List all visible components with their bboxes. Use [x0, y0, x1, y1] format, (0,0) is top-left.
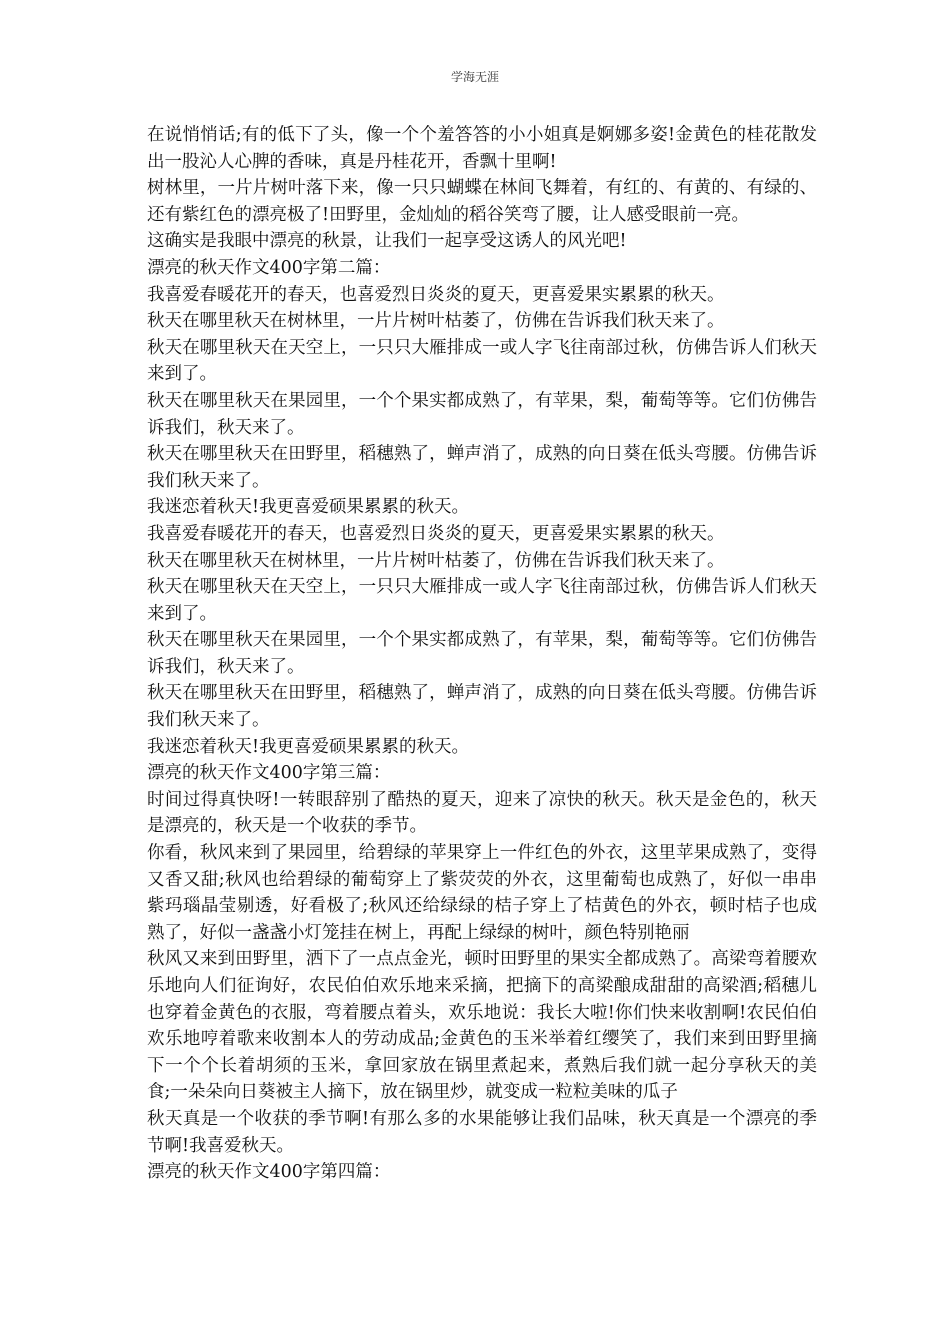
section-heading: 漂亮的秋天作文400字第四篇：	[147, 1162, 391, 1183]
paragraph: 秋天真是一个收获的季节啊!有那么多的水果能够让我们品味，秋天真是一个漂亮的季节啊!我喜爱秋天。	[147, 1108, 817, 1156]
paragraph: 我喜爱春暖花开的春天，也喜爱烈日炎炎的夏天，更喜爱果实累累的秋天。	[147, 284, 725, 305]
paragraph: 我迷恋着秋天!我更喜爱硕果累累的秋天。	[147, 497, 470, 518]
paragraph: 秋天在哪里秋天在树林里，一片片树叶枯萎了，仿佛在告诉我们秋天来了。	[147, 550, 725, 571]
paragraph: 这确实是我眼中漂亮的秋景，让我们一起享受这诱人的风光吧!	[147, 231, 627, 252]
paragraph: 秋天在哪里秋天在天空上，一只只大雁排成一或人字飞往南部过秋，仿佛告诉人们秋天来到了。	[147, 337, 817, 385]
paragraph: 秋天在哪里秋天在天空上，一只只大雁排成一或人字飞往南部过秋，仿佛告诉人们秋天来到了。	[147, 577, 817, 624]
paragraph: 秋天在哪里秋天在果园里，一个个果实都成熟了，有苹果，梨，葡萄等等。它们仿佛告诉我们，秋天来了。	[147, 630, 817, 677]
paragraph: 你看，秋风来到了果园里，给碧绿的苹果穿上一件红色的外衣，这里苹果成熟了，变得又香又甜;秋风也给碧绿的葡萄穿上了紫荧荧的外衣，这里葡萄也成熟了，好似一串串紫玛瑙晶莹剔透，好看极了;秋风还给绿绿的桔子穿上了桔黄色的外衣，顿时桔子也成熟了，好似一盏盏小灯笼挂在树上，再配上绿绿的树叶，颜色特别艳丽	[147, 843, 817, 943]
paragraph: 我迷恋着秋天!我更喜爱硕果累累的秋天。	[147, 736, 470, 757]
paragraph: 树林里，一片片树叶落下来，像一只只蝴蝶在林间飞舞着，有红的、有黄的、有绿的、还有紫红色的漂亮极了!田野里，金灿灿的稻谷笑弯了腰，让人感受眼前一亮。	[147, 178, 817, 225]
section-heading: 漂亮的秋天作文400字第二篇：	[147, 257, 391, 278]
paragraph: 我喜爱春暖花开的春天，也喜爱烈日炎炎的夏天，更喜爱果实累累的秋天。	[147, 523, 725, 544]
paragraph: 秋天在哪里秋天在树林里，一片片树叶枯萎了，仿佛在告诉我们秋天来了。	[147, 311, 725, 332]
paragraph: 时间过得真快呀!一转眼辞别了酷热的夏天，迎来了凉快的秋天。秋天是金色的，秋天是漂亮的，秋天是一个收获的季节。	[147, 789, 817, 837]
paragraph: 秋风又来到田野里，洒下了一点点金光，顿时田野里的果实全都成熟了。高梁弯着腰欢乐地向人们征询好，农民伯伯欢乐地来采摘，把摘下的高梁酿成甜甜的高梁酒;稻穗儿也穿着金黄色的衣服，弯着腰点着头，欢乐地说：我长大啦!你们快来收割啊!农民伯伯欢乐地哼着歌来收割本人的劳动成品;金黄色的玉米举着红缨笑了，我们来到田野里摘下一个个长着胡须的玉米，拿回家放在锅里煮起来，煮熟后我们就一起分享秋天的美食;一朵朵向日葵被主人摘下，放在锅里炒，就变成一粒粒美味的瓜子	[147, 949, 817, 1103]
paragraph: 秋天在哪里秋天在果园里，一个个果实都成熟了，有苹果，梨，葡萄等等。它们仿佛告诉我们，秋天来了。	[147, 390, 817, 438]
paragraph: 在说悄悄话;有的低下了头，像一个个羞答答的小小姐真是婀娜多姿!金黄色的桂花散发出一股沁人心脾的香味，真是丹桂花开，香飘十里啊!	[147, 125, 817, 172]
section-heading: 漂亮的秋天作文400字第三篇：	[147, 763, 391, 784]
document-body	[147, 122, 817, 1186]
page-header: 学海无涯	[450, 70, 499, 84]
paragraph: 秋天在哪里秋天在田野里，稻穗熟了，蝉声消了，成熟的向日葵在低头弯腰。仿佛告诉我们秋天来了。	[147, 683, 817, 731]
paragraph: 秋天在哪里秋天在田野里，稻穗熟了，蝉声消了，成熟的向日葵在低头弯腰。仿佛告诉我们秋天来了。	[147, 444, 817, 491]
